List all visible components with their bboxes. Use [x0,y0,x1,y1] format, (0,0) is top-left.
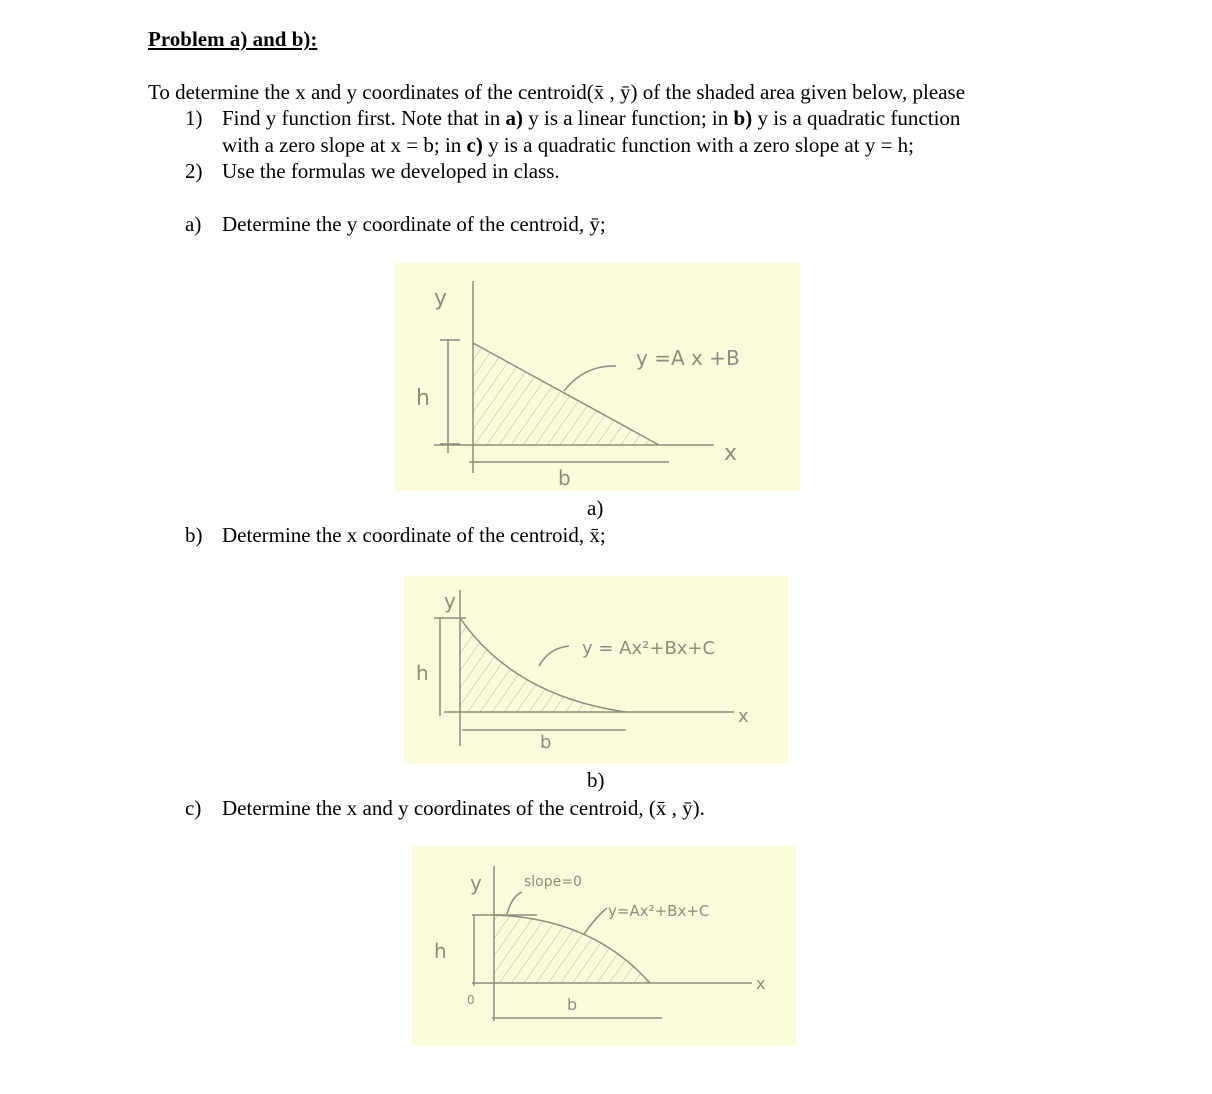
base-label: b [540,732,552,753]
x-axis-label: x [724,441,738,466]
y-axis-label: y [470,871,482,895]
problem-title: Problem a) and b): [148,27,318,51]
step-1-line-2: with a zero slope at x = b; in c) y is a quadratic function with a zero slope at y = h; [222,133,915,157]
base-label: b [558,466,571,490]
part-label: b) [185,523,203,547]
slope-note: slope=0 [524,874,582,890]
equation-label: y=Ax²+Bx+C [608,902,710,920]
figure-caption: a) [587,496,604,520]
equation-label: y =A x +B [636,346,740,370]
height-label: h [434,939,447,963]
base-label: b [567,995,578,1014]
figure-caption: b) [587,768,605,792]
x-axis-label: x [738,706,749,727]
shaded-area [494,915,650,983]
part-b-text: Determine the x coordinate of the centroid, x̄; [222,523,606,547]
part-label: c) [185,796,202,820]
part-label: a) [185,212,202,236]
figure-c-quadratic [412,846,796,1046]
part-c-text: Determine the x and y coordinates of the centroid, (x̄ , ȳ). [222,796,705,820]
step-number: 2) [185,159,203,183]
height-label: h [416,386,430,411]
x-axis-label: x [756,974,766,993]
step-1-line-1: Find y function first. Note that in a) y is a linear function; in b) y is a quadratic function [222,106,961,130]
origin-label: 0 [467,993,475,1007]
step-number: 1) [185,106,203,130]
height-label: h [416,661,429,685]
y-axis-label: y [444,589,456,613]
shaded-area [460,618,626,712]
figure-a-linear [394,263,800,491]
intro-text: To determine the x and y coordinates of the centroid(x̄ , ȳ) of the shaded area given below, please [148,80,966,104]
equation-label: y = Ax²+Bx+C [582,638,716,659]
step-2-text: Use the formulas we developed in class. [222,159,560,183]
part-a-text: Determine the y coordinate of the centroid, ȳ; [222,212,606,236]
y-axis-label: y [434,286,448,311]
figure-b-quadratic [404,576,788,764]
